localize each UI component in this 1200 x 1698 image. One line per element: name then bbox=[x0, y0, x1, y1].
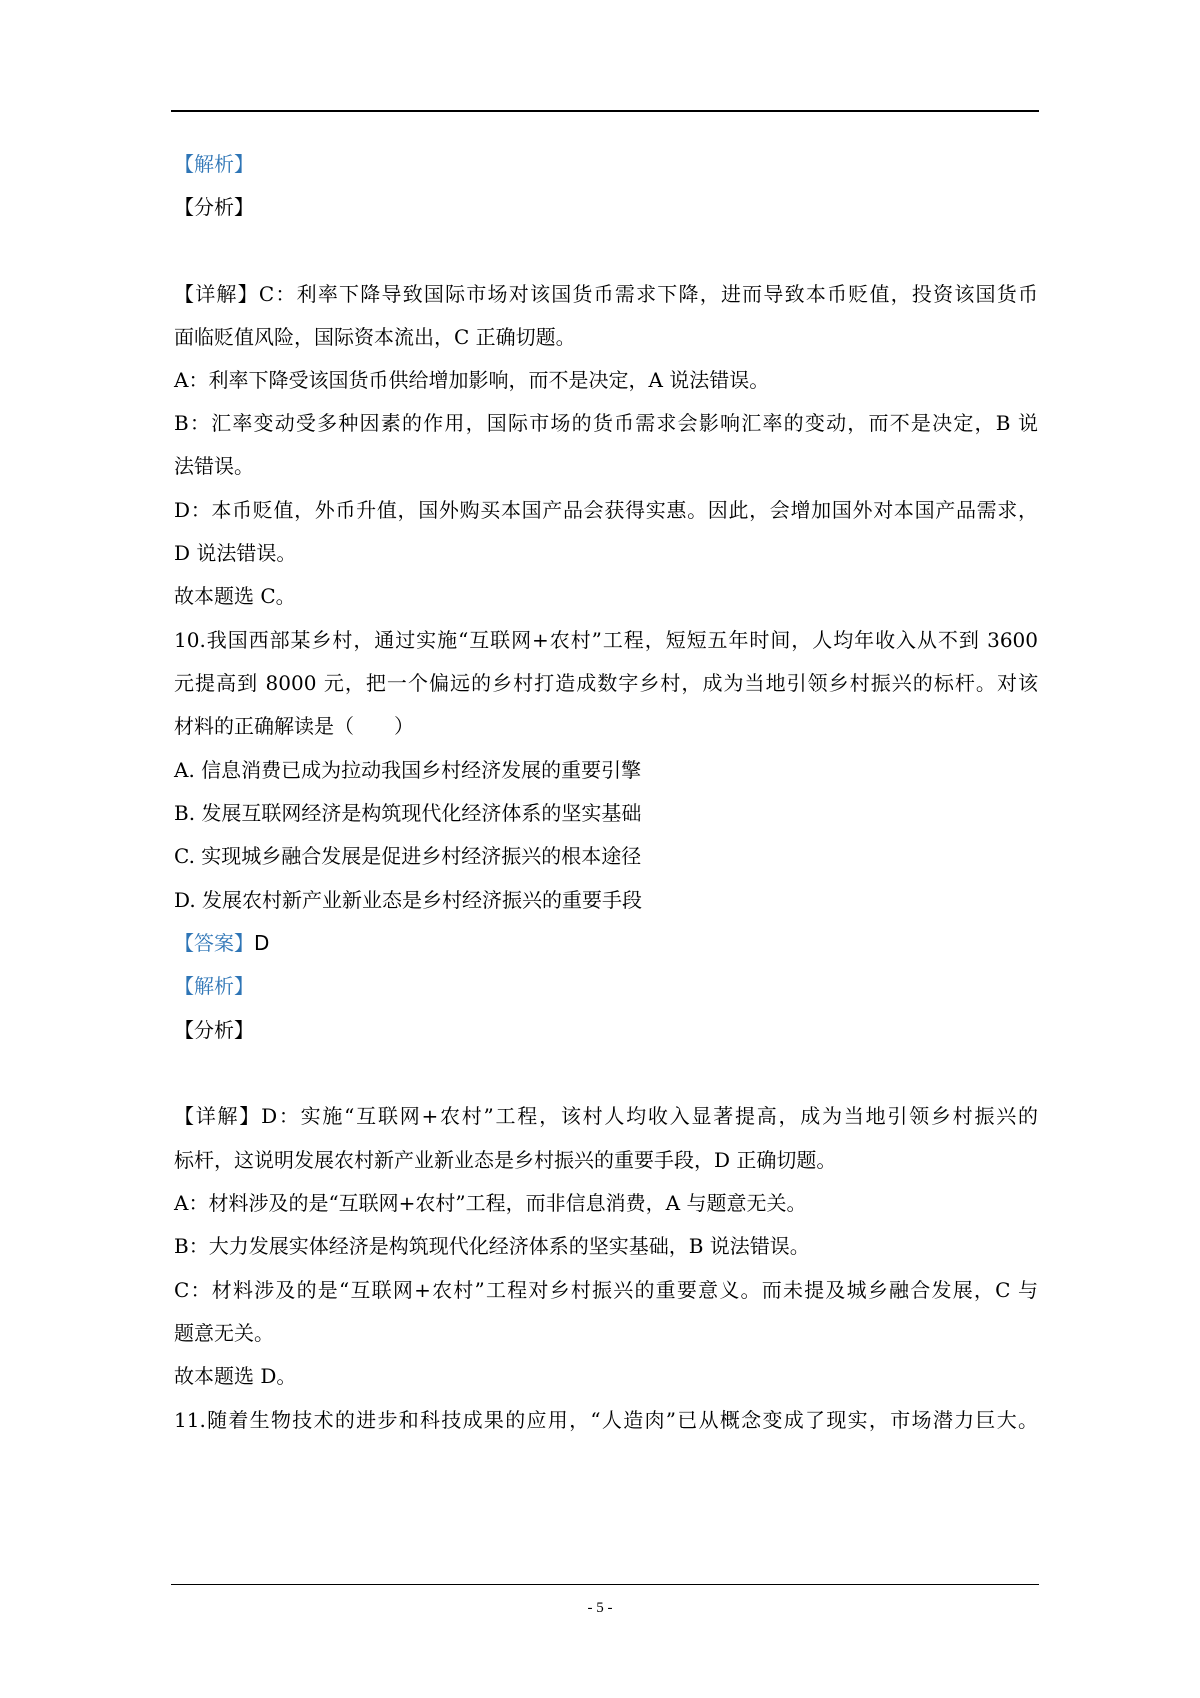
option-d: D. 发展农村新产业新业态是乡村经济振兴的重要手段 bbox=[174, 888, 643, 912]
option-b-explanation-cont: 法错误。 bbox=[174, 454, 254, 478]
option-a-explanation: A：材料涉及的是“互联网+农村”工程，而非信息消费，A 与题意无关。 bbox=[174, 1191, 807, 1215]
question-stem-line: 材料的正确解读是（ ） bbox=[174, 714, 414, 738]
detail-paragraph-line: 面临贬值风险，国际资本流出，C 正确切题。 bbox=[174, 325, 576, 349]
conclusion: 故本题选 D。 bbox=[174, 1364, 297, 1388]
header-rule bbox=[171, 110, 1039, 112]
fenxi-label: 【分析】 bbox=[174, 195, 254, 219]
question-stem-line: 11.随着生物技术的进步和科技成果的应用，“人造肉”已从概念变成了现实，市场潜力巨大。 bbox=[174, 1408, 1038, 1432]
detail-paragraph-line: 【详解】C：利率下降导致国际市场对该国货币需求下降，进而导致本币贬值，投资该国货币 bbox=[174, 282, 1038, 306]
detail-paragraph-line: 【详解】D：实施“互联网+农村”工程，该村人均收入显著提高，成为当地引领乡村振兴的 bbox=[174, 1104, 1038, 1128]
detail-paragraph-line: 标杆，这说明发展农村新产业新业态是乡村振兴的重要手段，D 正确切题。 bbox=[174, 1148, 837, 1172]
answer-value: D bbox=[254, 931, 270, 955]
option-b-explanation: B：汇率变动受多种因素的作用，国际市场的货币需求会影响汇率的变动，而不是决定，B 说 bbox=[174, 411, 1038, 435]
option-c-explanation: C：材料涉及的是“互联网+农村”工程对乡村振兴的重要意义。而未提及城乡融合发展，C 与 bbox=[174, 1278, 1038, 1302]
option-a-explanation: A：利率下降受该国货币供给增加影响，而不是决定，A 说法错误。 bbox=[174, 368, 770, 392]
option-b-explanation: B：大力发展实体经济是构筑现代化经济体系的坚实基础，B 说法错误。 bbox=[174, 1234, 810, 1258]
fenxi-label: 【分析】 bbox=[174, 1018, 254, 1042]
option-b: B. 发展互联网经济是构筑现代化经济体系的坚实基础 bbox=[174, 801, 642, 825]
jiexi-label: 【解析】 bbox=[174, 152, 254, 176]
option-a: A. 信息消费已成为拉动我国乡村经济发展的重要引擎 bbox=[174, 758, 642, 782]
option-d-explanation-cont: D 说法错误。 bbox=[174, 541, 297, 565]
conclusion: 故本题选 C。 bbox=[174, 584, 296, 608]
option-c-explanation-cont: 题意无关。 bbox=[174, 1321, 274, 1345]
footer-rule bbox=[171, 1584, 1039, 1585]
option-d-explanation: D：本币贬值，外币升值，国外购买本国产品会获得实惠。因此，会增加国外对本国产品需求， bbox=[174, 498, 1038, 522]
question-stem-line: 元提高到 8000 元，把一个偏远的乡村打造成数字乡村，成为当地引领乡村振兴的标杆。对该 bbox=[174, 671, 1038, 695]
option-c: C. 实现城乡融合发展是促进乡村经济振兴的根本途径 bbox=[174, 844, 642, 868]
question-stem-line: 10.我国西部某乡村，通过实施“互联网+农村”工程，短短五年时间，人均年收入从不到 3600 bbox=[174, 628, 1038, 652]
page-number: - 5 - bbox=[587, 1600, 613, 1616]
answer-row bbox=[174, 929, 269, 957]
jiexi-label: 【解析】 bbox=[174, 974, 254, 998]
answer-label: 【答案】 bbox=[174, 931, 254, 955]
